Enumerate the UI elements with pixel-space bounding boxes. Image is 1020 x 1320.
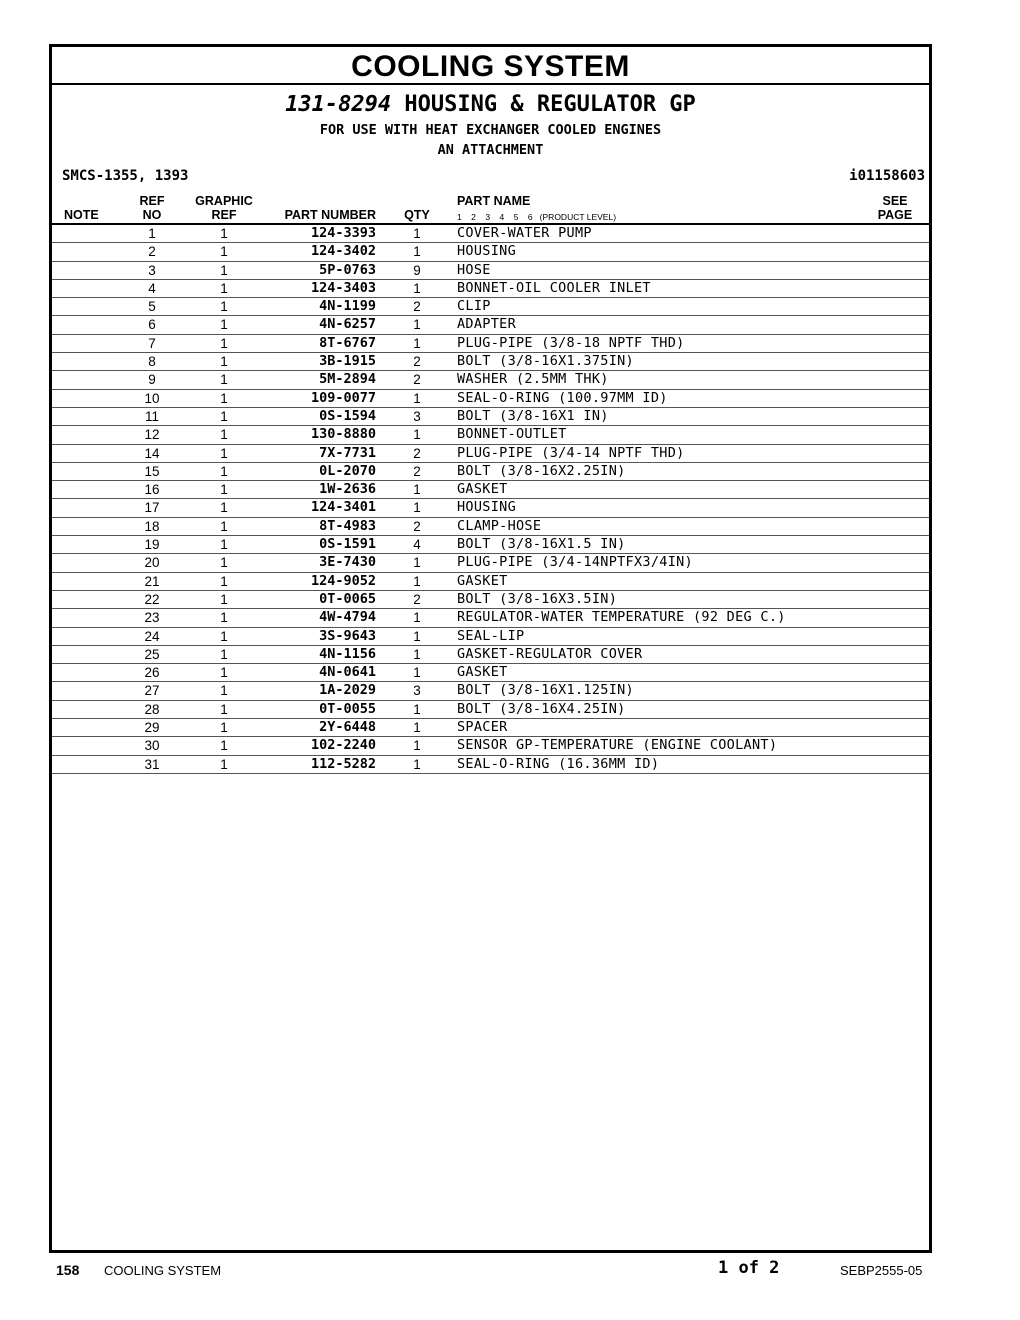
ref-no-cell: 5 — [148, 299, 156, 315]
qty-cell: 2 — [413, 372, 421, 388]
part-name-cell: SEAL-O-RING (100.97MM ID) — [457, 389, 668, 406]
table-row — [52, 628, 929, 646]
ref-no-cell: 18 — [144, 518, 160, 534]
graphic-ref-cell: 1 — [220, 518, 228, 534]
part-number-cell: 8T-6767 — [319, 334, 376, 351]
qty-cell: 1 — [413, 610, 421, 626]
graphic-ref-cell: 1 — [220, 354, 228, 370]
column-header-qty: QTY — [404, 208, 430, 222]
footer-page-number: 158 — [56, 1262, 80, 1278]
ref-no-cell: 17 — [144, 500, 160, 516]
table-row — [52, 518, 929, 536]
graphic-ref-cell: 1 — [220, 591, 228, 607]
part-number-cell: 3S-9643 — [319, 627, 376, 644]
column-header-product-level: 1 2 3 4 5 6 (PRODUCT LEVEL) — [457, 212, 617, 222]
part-name-cell: BOLT (3/8-16X1.5 IN) — [457, 536, 626, 553]
ref-no-cell: 28 — [144, 701, 160, 717]
part-name-cell: BOLT (3/8-16X2.25IN) — [457, 462, 626, 479]
column-header-note: NOTE — [64, 208, 99, 222]
ref-no-cell: 30 — [144, 738, 160, 754]
table-row — [52, 573, 929, 591]
graphic-ref-cell: 1 — [220, 427, 228, 443]
part-number-cell: 5P-0763 — [319, 261, 376, 278]
table-row — [52, 737, 929, 755]
qty-cell: 2 — [413, 354, 421, 370]
qty-cell: 1 — [413, 756, 421, 772]
graphic-ref-cell: 1 — [220, 445, 228, 461]
part-name-cell: HOUSING — [457, 243, 516, 260]
part-number-cell: 3B-1915 — [319, 353, 376, 370]
table-row — [52, 298, 929, 316]
ref-no-cell: 22 — [144, 591, 160, 607]
ref-no-cell: 19 — [144, 537, 160, 553]
ref-no-cell: 15 — [144, 463, 160, 479]
ref-no-cell: 10 — [144, 390, 160, 406]
graphic-ref-cell: 1 — [220, 299, 228, 315]
part-name-cell: REGULATOR-WATER TEMPERATURE (92 DEG C.) — [457, 609, 786, 626]
ref-no-cell: 7 — [148, 335, 156, 351]
part-number-cell: 124-3401 — [310, 499, 376, 516]
table-row — [52, 756, 929, 774]
qty-cell: 4 — [413, 537, 421, 553]
part-name-cell: GASKET — [457, 572, 508, 589]
ref-no-cell: 25 — [144, 646, 160, 662]
qty-cell: 1 — [413, 665, 421, 681]
graphic-ref-cell: 1 — [220, 280, 228, 296]
group-note-2: AN ATTACHMENT — [437, 142, 544, 158]
qty-cell: 1 — [413, 500, 421, 516]
table-row — [52, 353, 929, 371]
part-number-cell: 0S-1591 — [319, 536, 376, 553]
ref-no-cell: 31 — [144, 756, 160, 772]
graphic-ref-cell: 1 — [220, 244, 228, 260]
part-name-cell: BOLT (3/8-16X1 IN) — [457, 407, 609, 424]
qty-cell: 1 — [413, 280, 421, 296]
qty-cell: 2 — [413, 591, 421, 607]
qty-cell: 1 — [413, 555, 421, 571]
graphic-ref-cell: 1 — [220, 756, 228, 772]
part-name-cell: ADAPTER — [457, 316, 516, 333]
table-row — [52, 463, 929, 481]
table-row — [52, 243, 929, 261]
part-number-cell: 0T-0065 — [319, 590, 376, 607]
qty-cell: 2 — [413, 518, 421, 534]
ref-no-cell: 2 — [148, 244, 156, 260]
part-name-cell: SEAL-LIP — [457, 627, 525, 644]
footer-section: COOLING SYSTEM — [104, 1263, 222, 1278]
graphic-ref-cell: 1 — [220, 555, 228, 571]
part-name-cell: GASKET — [457, 481, 508, 498]
graphic-ref-cell: 1 — [220, 463, 228, 479]
table-row — [52, 554, 929, 572]
part-number-cell: 5M-2894 — [319, 371, 376, 388]
section-title: COOLING SYSTEM — [351, 50, 630, 83]
qty-cell: 1 — [413, 646, 421, 662]
part-number-cell: 0S-1594 — [319, 407, 376, 424]
qty-cell: 2 — [413, 445, 421, 461]
ref-no-cell: 6 — [148, 317, 156, 333]
graphic-ref-cell: 1 — [220, 665, 228, 681]
table-row — [52, 262, 929, 280]
ref-no-cell: 14 — [144, 445, 160, 461]
qty-cell: 1 — [413, 390, 421, 406]
qty-cell: 1 — [413, 701, 421, 717]
graphic-ref-cell: 1 — [220, 372, 228, 388]
part-name-cell: COVER-WATER PUMP — [457, 225, 592, 241]
footer-page-of: 1 of 2 — [718, 1258, 780, 1278]
table-row — [52, 536, 929, 554]
column-header-graphic-top: GRAPHIC — [195, 194, 253, 208]
part-number-cell: 8T-4983 — [319, 517, 376, 534]
table-row — [52, 664, 929, 682]
ref-no-cell: 16 — [144, 482, 160, 498]
table-row — [52, 280, 929, 298]
ref-no-cell: 3 — [148, 262, 156, 278]
graphic-ref-cell: 1 — [220, 482, 228, 498]
ref-no-cell: 8 — [148, 354, 156, 370]
table-row — [52, 481, 929, 499]
part-name-cell: CLAMP-HOSE — [457, 517, 542, 534]
qty-cell: 2 — [413, 299, 421, 315]
column-header-graphic-bottom: REF — [211, 208, 237, 222]
table-row — [52, 719, 929, 737]
part-name-cell: SPACER — [457, 719, 508, 736]
column-header-see-bottom: PAGE — [877, 208, 913, 222]
table-row — [52, 335, 929, 353]
smcs-code: SMCS-1355, 1393 — [62, 168, 189, 184]
qty-cell: 1 — [413, 244, 421, 260]
table-row — [52, 445, 929, 463]
graphic-ref-cell: 1 — [220, 226, 228, 241]
table-row — [52, 682, 929, 700]
part-name-cell: BOLT (3/8-16X1.125IN) — [457, 682, 634, 699]
graphic-ref-cell: 1 — [220, 701, 228, 717]
part-number-cell: 109-0077 — [310, 389, 376, 406]
graphic-ref-cell: 1 — [220, 646, 228, 662]
qty-cell: 1 — [413, 738, 421, 754]
part-number-cell: 1W-2636 — [319, 481, 376, 498]
ref-no-cell: 1 — [148, 226, 156, 241]
part-number-cell: 2Y-6448 — [319, 719, 376, 736]
qty-cell: 3 — [413, 408, 421, 424]
group-heading — [52, 91, 929, 119]
part-number-cell: 4N-1156 — [319, 645, 376, 662]
parts-table-body — [52, 225, 929, 774]
part-number-cell: 0L-2070 — [319, 462, 376, 479]
part-name-cell: BOLT (3/8-16X1.375IN) — [457, 353, 634, 370]
table-row — [52, 591, 929, 609]
qty-cell: 1 — [413, 573, 421, 589]
ref-no-cell: 24 — [144, 628, 160, 644]
ref-no-cell: 20 — [144, 555, 160, 571]
part-name-cell: BONNET-OIL COOLER INLET — [457, 279, 651, 296]
qty-cell: 1 — [413, 317, 421, 333]
table-row — [52, 390, 929, 408]
column-header-part-number: PART NUMBER — [284, 208, 376, 222]
part-number-cell: 112-5282 — [310, 755, 376, 772]
graphic-ref-cell: 1 — [220, 683, 228, 699]
part-number-cell: 124-3402 — [310, 243, 376, 260]
ref-no-cell: 27 — [144, 683, 160, 699]
column-header-ref-bottom: NO — [142, 208, 162, 222]
qty-cell: 1 — [413, 628, 421, 644]
graphic-ref-cell: 1 — [220, 720, 228, 736]
table-row — [52, 701, 929, 719]
ref-no-cell: 12 — [144, 427, 160, 443]
group-note-1: FOR USE WITH HEAT EXCHANGER COOLED ENGINES — [319, 122, 662, 138]
group-part-number: 131-8294 — [285, 92, 392, 117]
table-row — [52, 609, 929, 627]
ref-no-cell: 4 — [148, 280, 156, 296]
illustration-id: i01158603 — [849, 168, 925, 184]
qty-cell: 9 — [413, 262, 421, 278]
table-row — [52, 225, 929, 243]
part-number-cell: 0T-0055 — [319, 700, 376, 717]
footer-document-number: SEBP2555-05 — [840, 1263, 923, 1278]
column-header-part-name: PART NAME — [457, 194, 531, 208]
part-number-cell: 124-3393 — [310, 225, 376, 241]
part-name-cell: BOLT (3/8-16X3.5IN) — [457, 590, 618, 607]
part-number-cell: 7X-7731 — [319, 444, 376, 461]
ref-no-cell: 9 — [148, 372, 156, 388]
part-name-cell: GASKET — [457, 664, 508, 681]
table-row — [52, 316, 929, 334]
part-number-cell: 124-9052 — [310, 572, 376, 589]
part-number-cell: 3E-7430 — [319, 554, 376, 571]
part-number-cell: 4N-1199 — [319, 298, 376, 315]
ref-no-cell: 21 — [144, 573, 160, 589]
table-row — [52, 408, 929, 426]
graphic-ref-cell: 1 — [220, 390, 228, 406]
parts-list-frame — [49, 44, 932, 1253]
part-name-cell: SEAL-O-RING (16.36MM ID) — [457, 755, 660, 772]
part-name-cell: BOLT (3/8-16X4.25IN) — [457, 700, 626, 717]
part-number-cell: 4N-0641 — [319, 664, 376, 681]
graphic-ref-cell: 1 — [220, 537, 228, 553]
graphic-ref-cell: 1 — [220, 317, 228, 333]
column-header-see-top: SEE — [882, 194, 908, 208]
part-name-cell: PLUG-PIPE (3/4-14NPTFX3/4IN) — [457, 554, 693, 571]
part-name-cell: HOUSING — [457, 499, 516, 516]
qty-cell: 2 — [413, 463, 421, 479]
table-row — [52, 499, 929, 517]
part-name-cell: PLUG-PIPE (3/8-18 NPTF THD) — [457, 334, 685, 351]
part-name-cell: PLUG-PIPE (3/4-14 NPTF THD) — [457, 444, 685, 461]
title-divider — [52, 83, 929, 85]
graphic-ref-cell: 1 — [220, 408, 228, 424]
part-name-cell: BONNET-OUTLET — [457, 426, 567, 443]
column-header-ref-top: REF — [139, 194, 165, 208]
part-number-cell: 4W-4794 — [319, 609, 376, 626]
part-name-cell: CLIP — [457, 298, 491, 315]
ref-no-cell: 29 — [144, 720, 160, 736]
ref-no-cell: 11 — [144, 408, 159, 424]
graphic-ref-cell: 1 — [220, 738, 228, 754]
qty-cell: 1 — [413, 427, 421, 443]
ref-no-cell: 26 — [144, 665, 160, 681]
part-name-cell: SENSOR GP-TEMPERATURE (ENGINE COOLANT) — [457, 737, 778, 754]
part-number-cell: 102-2240 — [310, 737, 376, 754]
part-number-cell: 4N-6257 — [319, 316, 376, 333]
part-name-cell: WASHER (2.5MM THK) — [457, 371, 609, 388]
qty-cell: 1 — [413, 226, 421, 241]
part-name-cell: GASKET-REGULATOR COVER — [457, 645, 643, 662]
part-number-cell: 130-8880 — [310, 426, 376, 443]
group-name: HOUSING & REGULATOR GP — [404, 92, 696, 117]
graphic-ref-cell: 1 — [220, 500, 228, 516]
graphic-ref-cell: 1 — [220, 262, 228, 278]
part-name-cell: HOSE — [457, 261, 491, 278]
part-number-cell: 124-3403 — [310, 279, 376, 296]
qty-cell: 3 — [413, 683, 421, 699]
qty-cell: 1 — [413, 335, 421, 351]
graphic-ref-cell: 1 — [220, 628, 228, 644]
table-row — [52, 646, 929, 664]
qty-cell: 1 — [413, 482, 421, 498]
ref-no-cell: 23 — [144, 610, 160, 626]
table-row — [52, 426, 929, 444]
qty-cell: 1 — [413, 720, 421, 736]
table-row — [52, 371, 929, 389]
graphic-ref-cell: 1 — [220, 335, 228, 351]
graphic-ref-cell: 1 — [220, 573, 228, 589]
graphic-ref-cell: 1 — [220, 610, 228, 626]
part-number-cell: 1A-2029 — [319, 682, 376, 699]
